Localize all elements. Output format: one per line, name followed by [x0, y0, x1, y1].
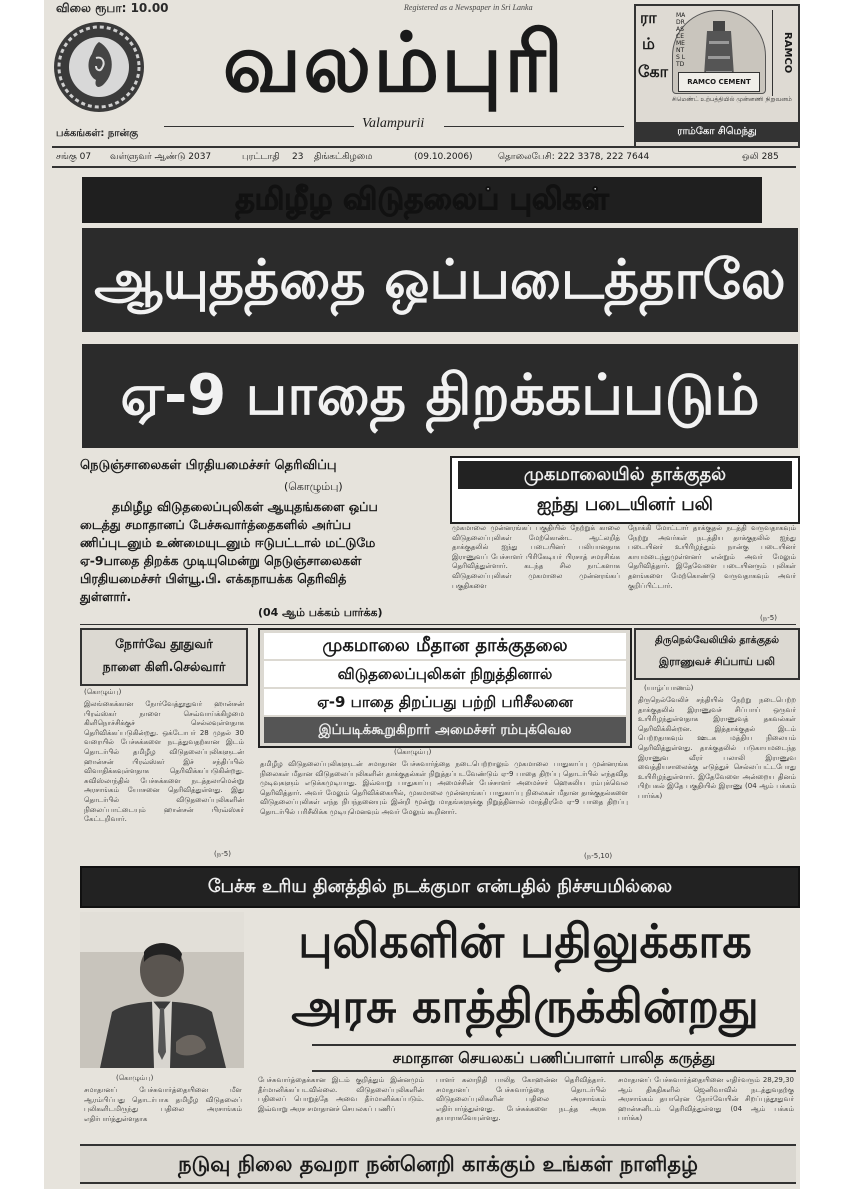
story3-headline-1: நோர்வே தூதுவர் [115, 636, 213, 651]
story1-line: ஏ-9பாதை திறக்க முடியுமென்று நெடுஞ்சாலைகள் [80, 553, 362, 568]
story3-body: இலங்கைக்கான நோர்வேத்தூதுவர் ஹான்சன் பிரவ்ஸ்கர் நாளை செவ்வாய்க்கிழமை கிளிநொச்சிக்குச் செல்லவுள்ளதாக தெரிவிக்கப்படுகின்றது. ஒக்டோபர் 28 முதல் 30 வரையில் பேச்சுக்களை நடத்துவதற்கான இடம் தொடர்பில் தமிழீழ விடுதலைப்புலிகளுடன் ஹான்சன் பிரவ்ஸ்கர் இச் சந்திப்பில் விவாதிக்கவுள்ளதாக தெரிவிக்கப்படுகின்றது. சுவிஸ்லாந்தில் பேச்சுக்களை நடத்தலாமென்று அரசாங்கம் யோசனை தெரிவித்துள்ளது. இது தொடர்பில் விடுதலைப்புலிகளின் நிலைப்பாட்டையும் ஹான்சன் பிரவ்ஸ்கர் கேட்டறிவார். [84, 700, 244, 824]
dateline-month: புரட்டாதி [242, 152, 280, 162]
story2-ref: (ந-5) [760, 614, 777, 622]
kicker-banner [82, 177, 762, 223]
dateline-weekday: திங்கட்கிழமை [314, 152, 373, 162]
story2-column-1: முகமாலை முன்னரங்கப் பகுதியில் நேற்றுக் காலை விடுதலைப்புலிகள் மேற்கொண்ட ஆட்லறித் தாக்குதலில் ஐந்து படையினர் பலியானதாக இராணுவப் பேச்சாளர் பிரிகேடியர் பிரசாத் சமரசிங்க தெரிவித்துள்ளார். கடந்த சில நாட்களாக விடுதலைப்புலிகள் முகமாலை முன்னரங்கப் பகுதிகளை [452, 524, 620, 590]
story6-column-1: சமாதானப் பேச்சுவார்த்தையினை மீள ஆரம்பிப்பது தொடர்பாக தமிழீழ விடுதலைப் புலிகளிடமிருந்து பதிலை அரசாங்கம் எதிர்பார்த்துள்ளதாக [84, 1086, 242, 1123]
story4-body: தமிழீழ விடுதலைப்புலிகளுடன் சமாதான பேச்சுவார்த்தை நடைபெற்றாலும் முகமாலை பாதுகாப்பு முன்னரங்க நிலைகள் மீதான விடுதலைப்புலிகளின் தாக்குதல்கள் நிறுத்தப்படவேண்டும் ஏ-9 பாதை திறப்பு தொடர்பில் எந்தவித முடிவுகளும் எடுக்கமுடியாது. இவ்வாறு பாதுகாப்பு அமைச்சின் பேச்சாளர் அமைச்சர் ஹெகலிய ரம்புக்வெல தெரிவித்தார். அவர் மேலும் தெரிவிக்கையில், முகமாலை முன்னரங்கப் பாதுகாப்பு நிலைகள் மீதான தாக்குதல்களை விடுதலைப்புலிகள் எந்த நிபந்தனையும் இன்றி மூன்று மாதங்களுக்கு நிறுத்தினால் மாத்திரமே ஏ-9 பாதை திறப்பு தொடர்பில் பரிசீலிக்க முடியுமெனவும் அவர் மேலும் கூறினார். [260, 760, 628, 816]
headline-line-2: ஏ-9 பாதை திறக்கப்படும் [82, 344, 798, 448]
story3-ref: (ந-5) [214, 850, 231, 858]
dateline-date: (09.10.2006) [414, 152, 473, 162]
registration-note: Registered as a Newspaper in Sri Lanka [404, 3, 533, 12]
story4-headline-2: விடுதலைப்புலிகள் நிறுத்தினால் [264, 661, 626, 687]
story6-banner: பேச்சு உரிய தினத்தில் நடக்குமா என்பதில் நிச்சயமில்லை [207, 876, 673, 897]
dateline-day: 23 [292, 152, 304, 162]
title-rule-right [444, 126, 624, 127]
minister-photo [80, 912, 244, 1068]
kicker-text: தமிழீழ விடுதலைப் புலிகள் [235, 182, 609, 217]
story6-subheadline: சமாதான செயலகப் பணிப்பாளர் பாலித கருத்து [312, 1044, 796, 1072]
ad-letter-bot: கோ [638, 62, 668, 81]
story3-headline-2: நாளை கிளி.செல்வார் [102, 659, 226, 674]
story4-ref: (ந-5,10) [584, 852, 613, 860]
story6-headline-1: புலிகளின் பதிலுக்காக [298, 914, 752, 968]
story6-headline-2: அரசு காத்திருக்கின்றது [291, 979, 759, 1033]
story4-headline-4: இப்படிக்கூறுகிறார் அமைச்சர் ரம்புக்வெல [264, 717, 626, 743]
newspaper-title: வலம்புரி [222, 16, 566, 111]
dateline-issue: ஒலி 285 [742, 152, 779, 162]
story5-headline-box [634, 628, 800, 680]
ad-bottom-label: ராம்கோ சிமெந்து [636, 122, 798, 142]
story1-line: துள்ளார். [80, 589, 132, 604]
story3-headline-box [80, 628, 248, 686]
roman-title: Valampurii [362, 116, 425, 131]
story5-headline-1: திருநெல்வேலியில் தாக்குதல் [654, 635, 780, 646]
conch-emblem [54, 22, 144, 112]
newspaper-page [44, 0, 800, 1189]
story2-headline-box [450, 456, 800, 524]
story5-headline-2: இராணுவச் சிப்பாய் பலி [659, 656, 775, 668]
story2-column-2: நோக்கி மோட்டார் தாக்குதல் நடத்தி வருவதாகவும் நேற்று அவர்கள் நடத்திய தாக்குதலில் ஐந்து படையினர் உயிரிழந்தும் நான்கு படையினர் காயமடைந்துமுள்ளனர் என்றும் அவர் மேலும் தெரிவித்தார். இதேவேளை படையினரும் புலிகள் தளங்களை மேற்கொண்டு வருவதாகவும் அவர் குறிப்பிட்டார். [628, 524, 796, 590]
story1-line: தமிழீழ விடுதலைப்புலிகள் ஆயுதங்களை ஒப்ப [112, 499, 378, 514]
section-rule [80, 624, 796, 625]
dateline-rule-bottom [52, 166, 796, 168]
story5-place: (யாழ்ப்பாணம்) [644, 684, 694, 692]
title-rule-left [164, 126, 354, 127]
story6-place: (கொழும்பு) [116, 1074, 154, 1082]
story1-line: டைத்து சமாதானப் பேச்சுவார்த்தைகளில் அர்ப்ப [80, 517, 352, 532]
story2-headline-2: ஐந்து படையினர் பலி [537, 494, 713, 515]
price-label: விலை ரூபா: 10.00 [56, 1, 169, 15]
ramco-cement-ad [634, 4, 800, 148]
footer-slogan-bar [80, 1144, 796, 1184]
ad-side-text: RAMCO [772, 10, 793, 96]
ramco-logo-text: RAMCO CEMENT [678, 72, 760, 92]
dateline [52, 149, 796, 165]
story4-headline-box [258, 628, 632, 748]
pages-count: பக்கங்கள்: நான்கு [56, 128, 139, 139]
ad-letter-mid: ம் [642, 34, 655, 53]
footer-slogan: நடுவு நிலை தவறா நன்னெறி காக்கும் உங்கள் நாளிதழ் [178, 1152, 698, 1176]
story4-headline-3: ஏ-9 பாதை திறப்பது பற்றி பரிசீலனை [264, 689, 626, 715]
story4-place: (கொழும்பு) [394, 748, 432, 756]
story1-place: (கொழும்பு) [284, 480, 343, 493]
story5-body: திருநெல்வேலிச் சந்தியில் நேற்று நடைபெற்ற தாக்குதலில் இராணுவச் சிப்பாய் ஒருவர் உயிரிழந்துள்ளதாக இராணுவத் தகவல்கள் தெரிவிக்கின்றன. இத்தாக்குதல் இடம் பெற்றதாகவும் ஊடக மத்திய நிலையம் தெரிவித்துள்ளது. தாக்குதலில் படுகாயமடைந்த இராணுவ வீரர் பலாலி இராணுவ வைத்தியசாலைக்கு எடுத்துச் செல்லப்பட்டபோது உயிரிழந்துள்ளார். இதேவேளை அன்றைய தினம் பிற்பகல் இதே பகுதியில் இராணு (04 ஆம் பக்கம் பார்க்க) [638, 696, 796, 800]
story1-continued: (04 ஆம் பக்கம் பார்க்க) [258, 606, 383, 619]
story2-headline-1: முகமாலையில் தாக்குதல் [458, 461, 792, 489]
ad-note: சிமெண்ட் உற்பத்தியில் முன்னணி நிறுவனம் [672, 96, 792, 103]
dateline-phone: தொலைபேசி: 222 3378, 222 7644 [498, 152, 650, 162]
story4-headline-1: முகமாலை மீதான தாக்குதலை [264, 633, 626, 659]
story6-column-4: சமாதானப் பேச்சுவார்த்தையினை எதிர்வரும் 28,29,30 ஆம் திகதிகளில் ஜெனிவாவில் நடத்துவதற்கு அரசாங்கம் தயாரென நோர்வேயின் சிறப்புத்தூதுவர் ஹான்சனிடம் தெரிவித்துள்ளது (04 ஆம் பக்கம் பார்க்க) [618, 1076, 794, 1123]
ad-letter-top: ரா [640, 8, 657, 27]
headline-line-1: ஆயுதத்தை ஒப்படைத்தாலே [82, 228, 798, 332]
ad-arc-text: MADRAS CEMENTS LTD [676, 12, 686, 68]
story6-banner-box [80, 866, 800, 908]
story6-column-2: பேச்சுவார்த்தைக்கான இடம் குறித்தும் இன்னமும் தீர்மானிக்கப்படவில்லை. விடுதலைப்புலிகளின் பதிலைப் பொறுத்தே அவை தீர்மானிக்கப்படும். இவ்வாறு அரச சமாதானச் செயலகப் பணிப் [258, 1076, 424, 1113]
dateline-rule-top [52, 146, 796, 148]
story1-line: பிரதியமைச்சர் பிள்யூ.பி. எக்கநாயக்க தெரிவித் [80, 571, 347, 586]
dateline-sangam: சங்கு 07 [56, 152, 92, 162]
story3-place: (கொழும்பு) [84, 688, 122, 696]
story1-title: நெடுஞ்சாலைகள் பிரதியமைச்சர் தெரிவிப்பு [80, 458, 337, 473]
story6-column-3: பாளர் கலாநிதி பாலித கோஹன்ன தெரிவித்தார். சமாதானப் பேச்சுவார்த்தை தொடர்பில் விடுதலைப்புலிகளின் பதிலை அரசாங்கம் எதிர்பார்த்துள்ளது. பேச்சுக்களை நடத்த அரசு தயாராகவேயுள்ளது. [436, 1076, 606, 1123]
dateline-year: வள்ளுவர் ஆண்டு 2037 [110, 152, 212, 162]
story1-body [80, 498, 446, 606]
story1-line: ணிப்புடனும் உண்மையுடனும் ஈடுபட்டால் மட்டுமே [80, 535, 376, 550]
